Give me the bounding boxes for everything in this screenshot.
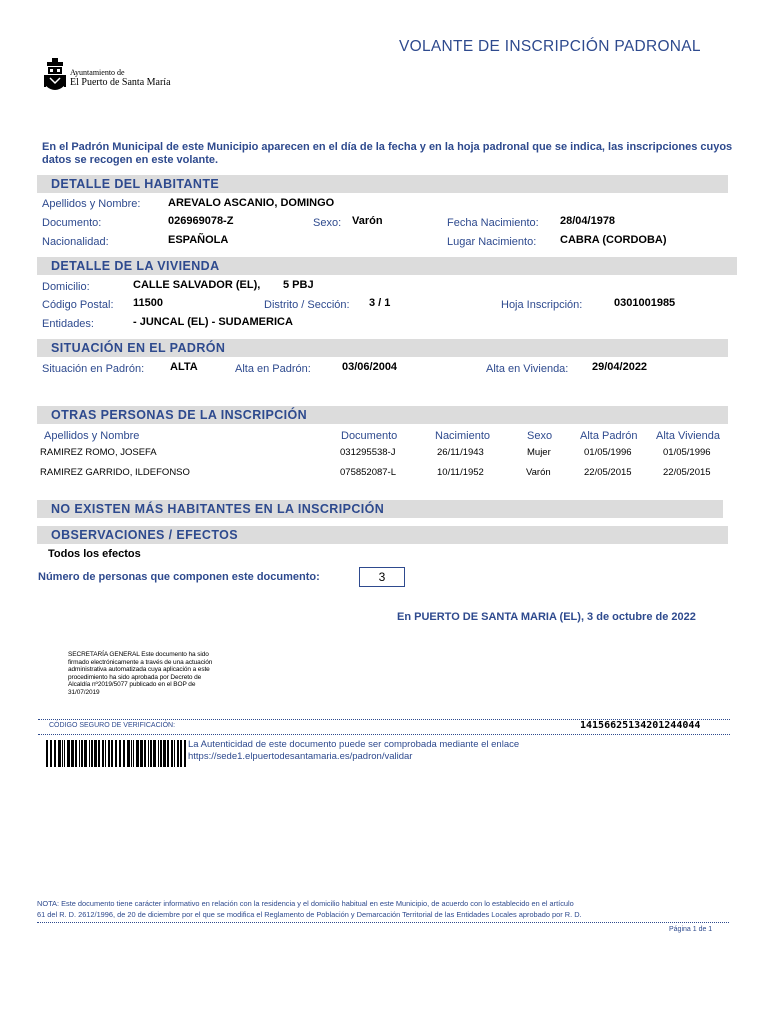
row-documento: 031295538-J [340, 447, 396, 458]
fecha-lugar: En PUERTO DE SANTA MARIA (EL), 3 de octubre de 2022 [397, 611, 696, 623]
barcode-bar [58, 740, 61, 767]
firma-block [68, 651, 212, 697]
barcode-bar [160, 740, 162, 767]
firma-line: 31/07/2019 [68, 688, 100, 696]
col-nacimiento: Nacimiento [435, 430, 491, 442]
barcode-bar [62, 740, 63, 767]
distrito-label: Distrito / Sección: [264, 299, 350, 311]
coat-of-arms-logo [44, 58, 66, 96]
section-otras-title: OTRAS PERSONAS DE LA INSCRIPCIÓN [51, 408, 308, 422]
barcode-bar [140, 740, 143, 767]
barcode-bar [111, 740, 113, 767]
row-nacimiento: 10/11/1952 [437, 467, 484, 478]
num-personas-value: 3 [378, 570, 386, 584]
fecha-nac-value: 28/04/1978 [560, 215, 616, 227]
nombre-value: AREVALO ASCANIO, DOMINGO [168, 197, 335, 209]
situacion-value: ALTA [170, 361, 198, 373]
entidades-label: Entidades: [42, 318, 94, 330]
alta-padron-value: 03/06/2004 [342, 361, 398, 373]
no-existen-banner [37, 500, 723, 518]
section-otras [37, 406, 728, 424]
domicilio-value: CALLE SALVADOR (EL), [133, 279, 261, 291]
row-alta-padron: 01/05/1996 [584, 447, 632, 458]
barcode-bar [171, 740, 173, 767]
nota-line-1: NOTA: Este documento tiene carácter informativo en relación con la residencia y el domicilio habitual en este Municipio, de acuerdo con lo establecido en el artículo [37, 899, 574, 908]
nacionalidad-label: Nacionalidad: [42, 236, 109, 248]
lugar-nac-label: Lugar Nacimiento: [447, 236, 537, 248]
domicilio-num: 5 PBJ [283, 279, 314, 291]
col-nombre: Apellidos y Nombre [44, 430, 140, 442]
section-habitante [37, 175, 728, 193]
barcode-bar [54, 740, 56, 767]
barcode-bar [131, 740, 132, 767]
domicilio-label: Domicilio: [42, 281, 90, 293]
verificacion-label: CÓDIGO SEGURO DE VERIFICACIÓN: [49, 722, 176, 729]
cp-value: 11500 [133, 297, 163, 309]
barcode-bar [127, 740, 130, 767]
barcode-bar [167, 740, 169, 767]
col-documento: Documento [341, 430, 398, 442]
sexo-label: Sexo: [313, 217, 342, 229]
barcode-bar [150, 740, 152, 767]
row-sexo: Mujer [527, 447, 551, 458]
barcode-bar [50, 740, 52, 767]
barcode-bar [119, 740, 121, 767]
barcode [46, 740, 186, 767]
firma-line: Alcaldía nº2019/5077 publicado en el BOP de [68, 681, 196, 689]
section-habitante-title: DETALLE DEL HABITANTE [51, 177, 220, 191]
page-number: Página 1 de 1 [669, 926, 713, 933]
barcode-bar [180, 740, 182, 767]
barcode-bar [123, 740, 125, 767]
alta-vivienda-value: 29/04/2022 [592, 361, 648, 373]
nacionalidad-value: ESPAÑOLA [168, 234, 229, 246]
entidades-value: - JUNCAL (EL) - SUDAMERICA [133, 316, 293, 328]
alta-vivienda-label: Alta en Vivienda: [486, 363, 569, 375]
verificacion-text-1: La Autenticidad de este documento puede ser comprobada mediante el enlace [188, 739, 520, 750]
verificacion-code: 14156625134201244044 [580, 720, 701, 731]
barcode-bar [136, 740, 139, 767]
num-personas-label: Número de personas que componen este documento: [38, 571, 320, 583]
barcode-bar [174, 740, 175, 767]
distrito-value: 3 / 1 [369, 297, 391, 309]
documento-value: 026969078-Z [168, 215, 234, 227]
row-alta-vivienda: 22/05/2015 [663, 467, 711, 478]
barcode-bar [115, 740, 117, 767]
cp-label: Código Postal: [42, 299, 114, 311]
row-alta-padron: 22/05/2015 [584, 467, 632, 478]
footer-rule [37, 922, 729, 923]
row-nombre: RAMIREZ GARRIDO, ILDEFONSO [40, 467, 190, 478]
barcode-bar [102, 740, 104, 767]
barcode-bar [46, 740, 48, 767]
barcode-bar [153, 740, 156, 767]
verificacion-link[interactable]: https://sede1.elpuertodesantamaria.es/padron/validar [188, 751, 413, 762]
barcode-bar [71, 740, 74, 767]
hoja-label: Hoja Inscripción: [501, 299, 583, 311]
org-line-2: El Puerto de Santa María [70, 77, 171, 88]
barcode-bar [177, 740, 179, 767]
section-vivienda [37, 257, 737, 275]
barcode-bar [81, 740, 83, 767]
observaciones-text: Todos los efectos [48, 548, 141, 560]
section-observaciones [37, 526, 728, 544]
firma-line: firmado electrónicamente a través de una actuación [68, 658, 213, 666]
fecha-nac-label: Fecha Nacimiento: [447, 217, 539, 229]
barcode-bar [75, 740, 77, 767]
row-alta-vivienda: 01/05/1996 [663, 447, 711, 458]
firma-line: administrativa automatizada cuya aplicación a este [68, 666, 210, 674]
hoja-value: 0301001985 [614, 297, 676, 309]
barcode-bar [133, 740, 134, 767]
lugar-nac-value: CABRA (CORDOBA) [560, 234, 667, 246]
row-documento: 075852087-L [340, 467, 396, 478]
col-alta-vivienda: Alta Vivienda [656, 430, 721, 442]
barcode-bar [79, 740, 80, 767]
intro-text: En el Padrón Municipal de este Municipio aparecen en el día de la fecha y en la hoja padronal que se indica, las inscripciones cuyos datos se recogen en este volante. [42, 141, 733, 166]
barcode-bar [148, 740, 149, 767]
nombre-label: Apellidos y Nombre: [42, 198, 141, 210]
org-line-1: Ayuntamiento de [70, 68, 125, 77]
col-sexo: Sexo [527, 430, 553, 442]
col-alta-padron: Alta Padrón [580, 430, 638, 442]
document-title: VOLANTE DE INSCRIPCIÓN PADRONAL [399, 38, 701, 55]
barcode-bar [158, 740, 159, 767]
barcode-bar [94, 740, 97, 767]
section-padron-title: SITUACIÓN EN EL PADRÓN [51, 341, 226, 355]
row-nacimiento: 26/11/1943 [437, 447, 484, 458]
alta-padron-label: Alta en Padrón: [235, 363, 311, 375]
num-personas-box [359, 567, 405, 587]
firma-line: SECRETARÍA GENERAL Este documento ha sido [68, 651, 209, 658]
barcode-bar [184, 740, 186, 767]
documento-label: Documento: [42, 217, 102, 229]
barcode-bar [108, 740, 110, 767]
barcode-bar [89, 740, 90, 767]
situacion-label: Situación en Padrón: [42, 363, 145, 375]
barcode-bar [98, 740, 100, 767]
section-observaciones-title: OBSERVACIONES / EFECTOS [51, 528, 239, 542]
nota-line-2: 61 del R. D. 2612/1996, de 20 de diciembre por el que se modifica el Reglamento de Población y Demarcación Territorial de las Entidades Locales aprobado por R. D. [37, 910, 582, 919]
no-existen-text: NO EXISTEN MÁS HABITANTES EN LA INSCRIPCIÓN [51, 502, 385, 516]
barcode-bar [105, 740, 106, 767]
barcode-bar [144, 740, 146, 767]
barcode-bar [67, 740, 70, 767]
section-vivienda-title: DETALLE DE LA VIVIENDA [51, 259, 220, 273]
barcode-bar [91, 740, 93, 767]
row-sexo: Varón [526, 467, 551, 478]
sexo-value: Varón [352, 215, 383, 227]
barcode-bar [163, 740, 166, 767]
row-nombre: RAMIREZ ROMO, JOSEFA [40, 447, 157, 458]
section-padron [37, 339, 728, 357]
firma-line: procedimiento ha sido aprobada por Decreto de [68, 673, 202, 681]
barcode-bar [84, 740, 87, 767]
barcode-bar [64, 740, 65, 767]
